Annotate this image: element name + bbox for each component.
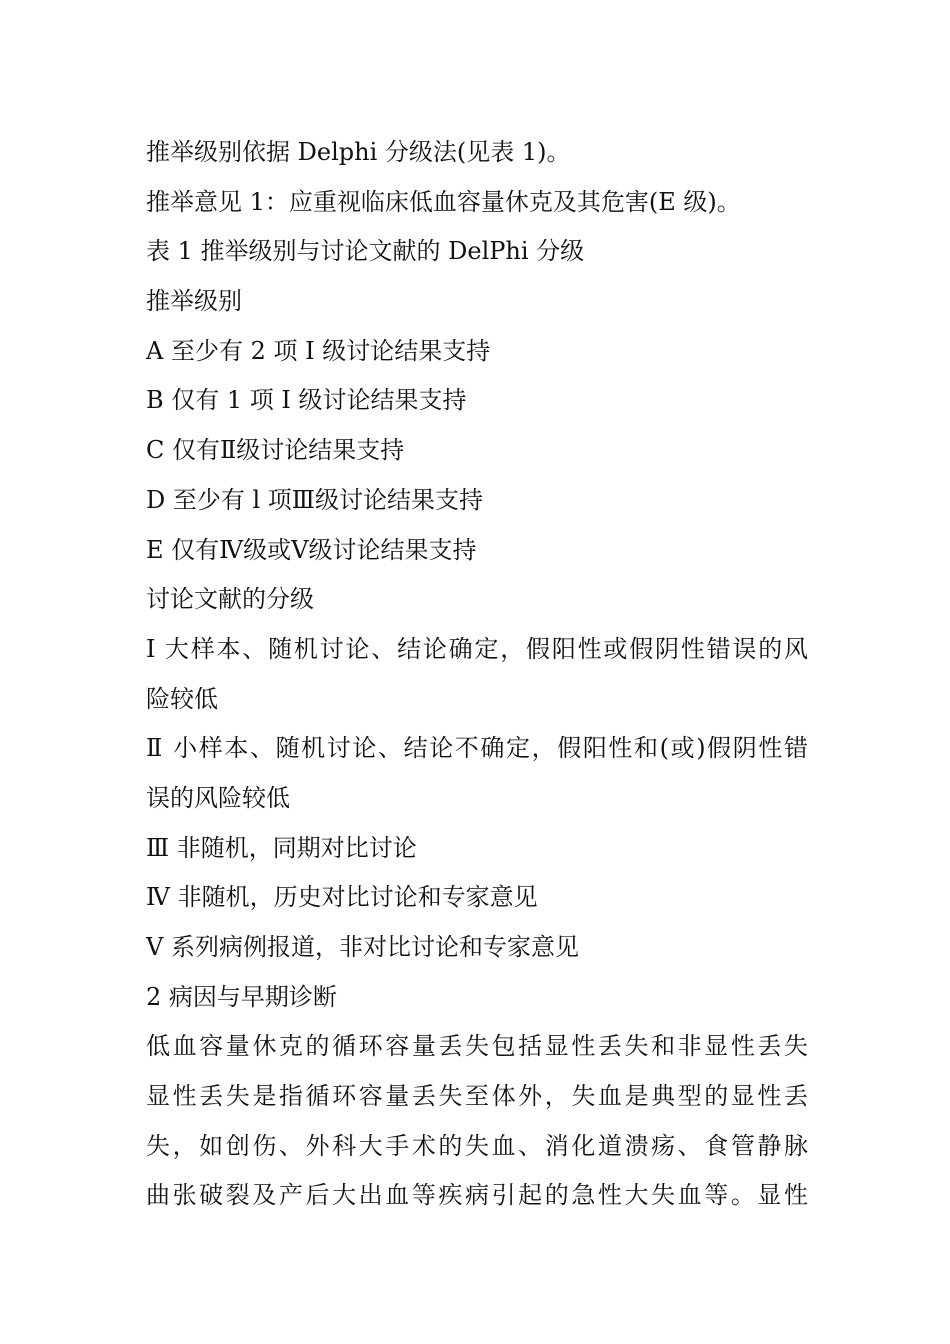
grade-e-line: E 仅有Ⅳ级或Ⅴ级讨论结果支持 (146, 535, 477, 564)
paragraph-line-4: 曲张破裂及产后大出血等疾病引起的急性大失血等。显性 (146, 1181, 808, 1210)
level-ii-line: Ⅱ 小样本、随机讨论、结论不确定，假阳性和(或)假阴性错 (146, 734, 808, 763)
document-body (146, 128, 808, 1221)
level-iii-line: Ⅲ 非随机，同期对比讨论 (146, 833, 417, 862)
paragraph-line-2: 显性丢失是指循环容量丢失至体外，失血是典型的显性丢 (146, 1082, 808, 1111)
section-heading-etiology: 2 病因与早期诊断 (146, 982, 337, 1011)
section-label-literature-level: 讨论文献的分级 (146, 585, 314, 614)
grade-b-line: B 仅有 1 项 I 级讨论结果支持 (146, 386, 467, 415)
table-1-caption: 表 1 推举级别与讨论文献的 DelPhi 分级 (146, 237, 585, 266)
level-ii-continuation: 误的风险较低 (146, 783, 290, 812)
text-line-recommendation-1: 推举意见 1：应重视临床低血容量休克及其危害(E 级)。 (146, 187, 741, 216)
level-i-line: I 大样本、随机讨论、结论确定，假阳性或假阴性错误的风 (146, 634, 808, 663)
section-label-recommendation-level: 推举级别 (146, 287, 242, 316)
paragraph-line-3: 失，如创伤、外科大手术的失血、消化道溃疡、食管静脉 (146, 1131, 808, 1160)
grade-c-line: C 仅有Ⅱ级讨论结果支持 (146, 436, 405, 465)
level-v-line: Ⅴ 系列病例报道，非对比讨论和专家意见 (146, 933, 579, 961)
grade-d-line: D 至少有 l 项Ⅲ级讨论结果支持 (146, 485, 483, 514)
paragraph-line-1: 低血容量休克的循环容量丢失包括显性丢失和非显性丢失 (146, 1032, 808, 1061)
level-i-continuation: 险较低 (146, 684, 218, 713)
level-iv-line: Ⅳ 非随机，历史对比讨论和专家意见 (146, 883, 538, 912)
grade-a-line: A 至少有 2 项 I 级讨论结果支持 (146, 336, 491, 365)
text-line-grading-basis: 推举级别依据 Delphi 分级法(见表 1)。 (146, 138, 571, 166)
